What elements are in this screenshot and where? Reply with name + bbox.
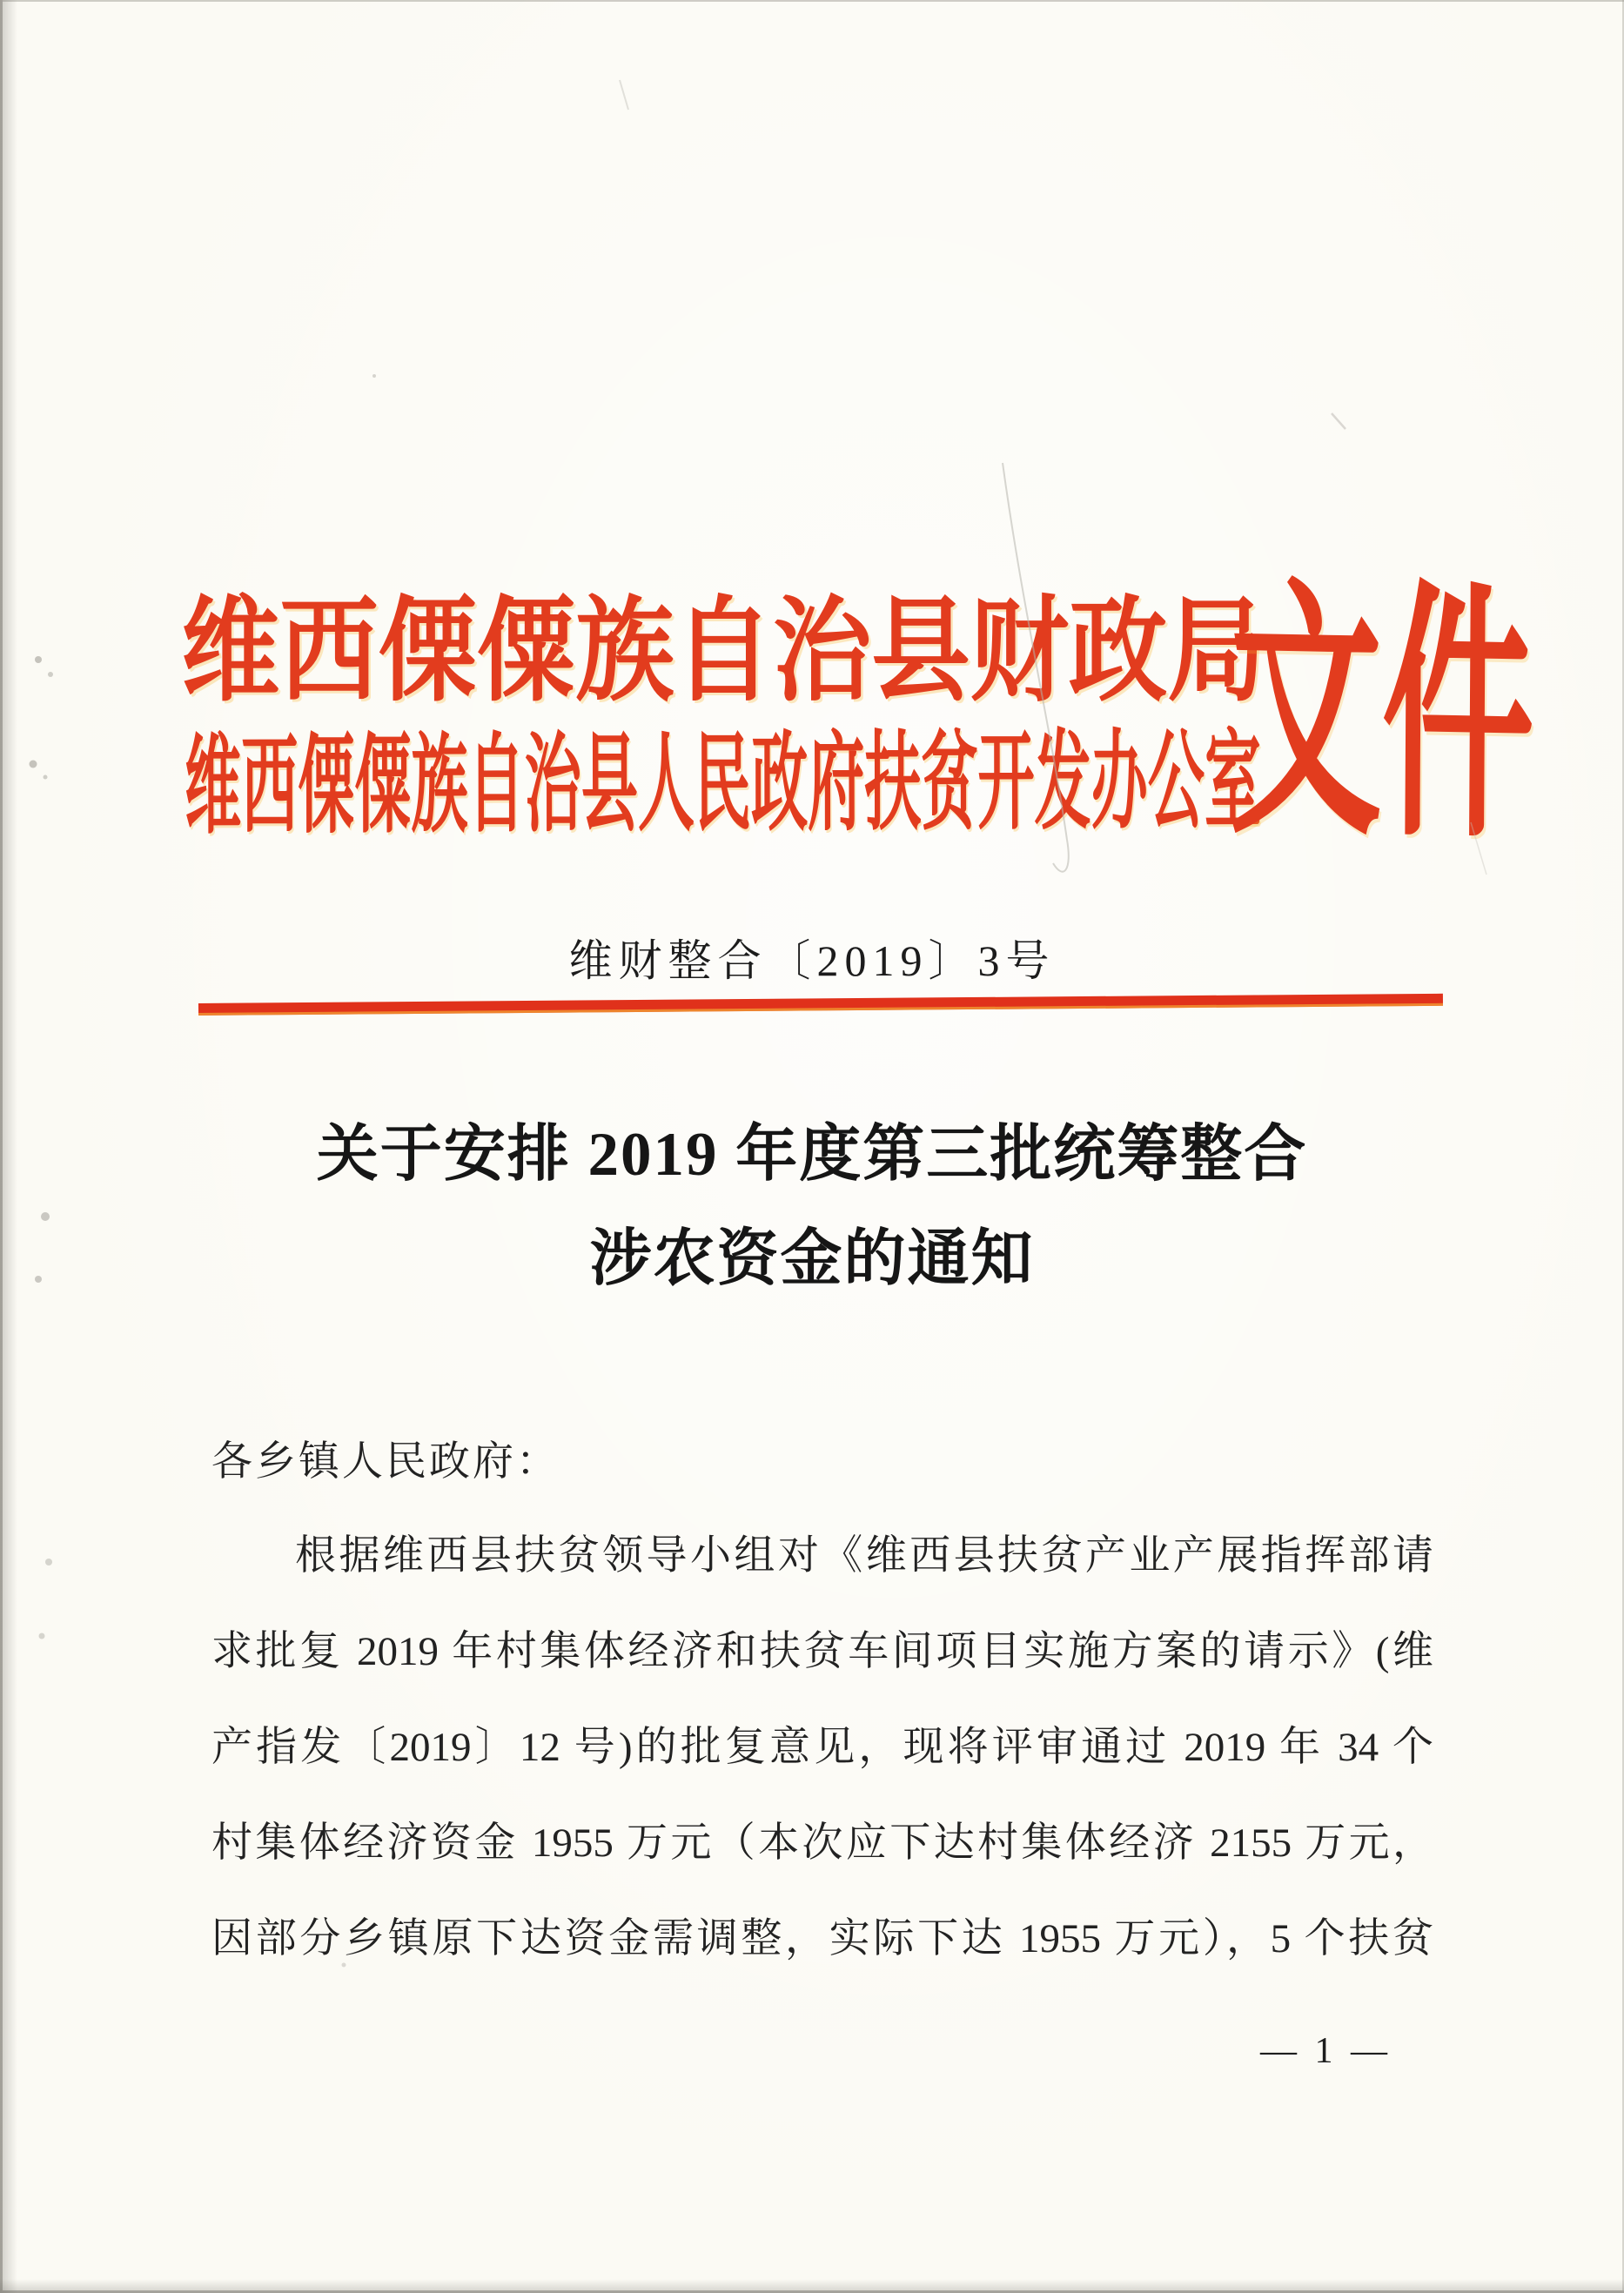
body-paragraph — [211, 1525, 1433, 2003]
paragraph-line: 产指发〔2019〕12 号)的批复意见，现将评审通过 2019 年 34 个 — [211, 1725, 1433, 1770]
issuer-name-finance-bureau: 维西傈僳族自治县财政局 — [181, 589, 1266, 715]
document-title-line-2: 涉农资金的通知 — [589, 1225, 1035, 1293]
scratch-mark — [620, 80, 628, 110]
scratch-mark — [1332, 413, 1346, 429]
scan-edge-bottom — [0, 2279, 1624, 2293]
doc-type-label: 文件 — [1229, 565, 1535, 871]
red-divider-line — [198, 994, 1443, 1016]
paragraph-line: 求批复 2019 年村集体经济和扶贫车间项目实施方案的请示》(维 — [211, 1629, 1433, 1674]
paragraph-line: 根据维西县扶贫领导小组对《维西县扶贫产业产展指挥部请 — [295, 1533, 1433, 1579]
paragraph-line: 村集体经济资金 1955 万元（本次应下达村集体经济 2155 万元， — [211, 1820, 1433, 1866]
document-title-line-1: 关于安排 2019 年度第三批统筹整合 — [316, 1121, 1308, 1189]
salutation: 各乡镇人民政府： — [211, 1439, 560, 1485]
page-number: — 1 — — [1260, 2031, 1392, 2071]
paragraph-line: 因部分乡镇原下达资金需调整，实际下达 1955 万元），5 个扶贫 — [211, 1916, 1433, 1961]
document-reference-number: 维财整合〔2019〕3号 — [568, 936, 1056, 985]
issuer-name-poverty-alleviation-office: 维西傈僳族自治县人民政府扶贫开发办公室 — [184, 721, 1262, 847]
